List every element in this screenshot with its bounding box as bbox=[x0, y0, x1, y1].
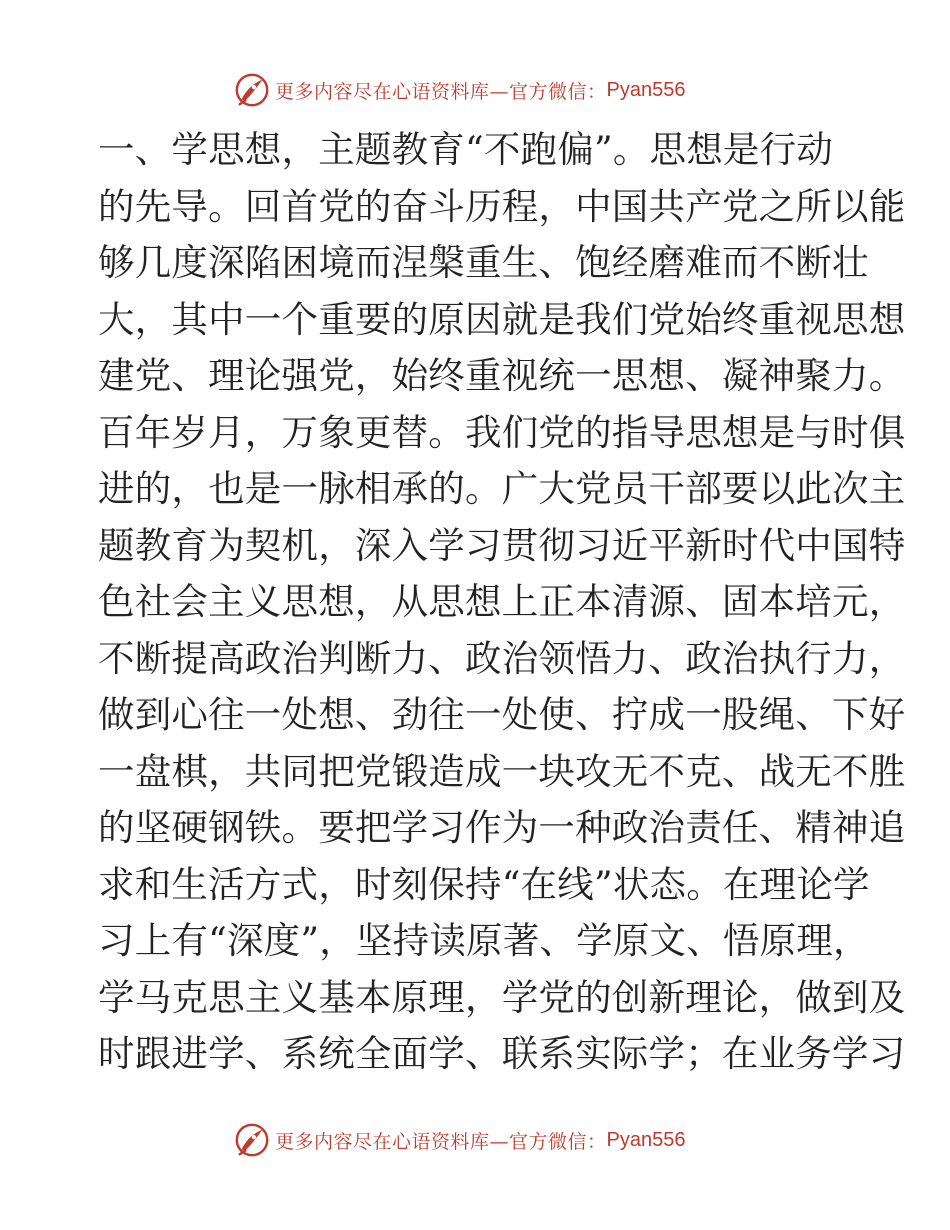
header-watermark-banner bbox=[233, 70, 685, 110]
footer-watermark-banner bbox=[233, 1120, 685, 1160]
text-line: 一盘棋，共同把党锻造成一块攻无不克、战无不胜 bbox=[98, 749, 906, 793]
text-line: 习上有“深度”，坚持读原著、学原文、悟原理， bbox=[98, 919, 870, 962]
pen-nib-logo-icon bbox=[233, 71, 271, 109]
pen-nib-logo-icon bbox=[233, 1121, 271, 1159]
text-line: 进的，也是一脉相承的。广大党员干部要以此次主 bbox=[98, 467, 906, 510]
text-line: 时跟进学、系统全面学、联系实际学；在业务学习 bbox=[98, 1032, 906, 1075]
header-banner-wechat-id: Pyan556 bbox=[606, 78, 686, 101]
text-line: 一、学思想，主题教育“不跑偏”。思想是行动 bbox=[98, 128, 834, 171]
text-line: 不断提高政治判断力、政治领悟力、政治执行力， bbox=[98, 636, 906, 680]
text-line: 做到心往一处想、劲往一处使、拧成一股绳、下好 bbox=[98, 693, 906, 736]
text-line: 题教育为契机，深入学习贯彻习近平新时代中国特 bbox=[98, 523, 906, 567]
text-line: 的先导。回首党的奋斗历程，中国共产党之所以能 bbox=[98, 184, 906, 228]
text-line: 的坚硬钢铁。要把学习作为一种政治责任、精神追 bbox=[98, 806, 906, 849]
text-line: 建党、理论强党，始终重视统一思想、凝神聚力。 bbox=[98, 354, 906, 397]
footer-banner-text: 更多内容尽在心语资料库—官方微信： bbox=[275, 1130, 607, 1153]
text-line: 色社会主义思想，从思想上正本清源、固本培元， bbox=[98, 580, 906, 623]
text-line: 够几度深陷困境而涅槃重生、饱经磨难而不断壮 bbox=[98, 241, 869, 284]
text-line: 求和生活方式，时刻保持“在线”状态。在理论学 bbox=[98, 862, 870, 906]
text-line: 大，其中一个重要的原因就是我们党始终重视思想 bbox=[98, 297, 906, 341]
header-banner-text: 更多内容尽在心语资料库—官方微信： bbox=[275, 80, 607, 103]
footer-banner-wechat-id: Pyan556 bbox=[606, 1128, 686, 1151]
text-line: 百年岁月，万象更替。我们党的指导思想是与时俱 bbox=[98, 410, 906, 454]
text-line: 学马克思主义基本原理，学党的创新理论，做到及 bbox=[98, 975, 906, 1019]
article-body bbox=[98, 122, 906, 1083]
